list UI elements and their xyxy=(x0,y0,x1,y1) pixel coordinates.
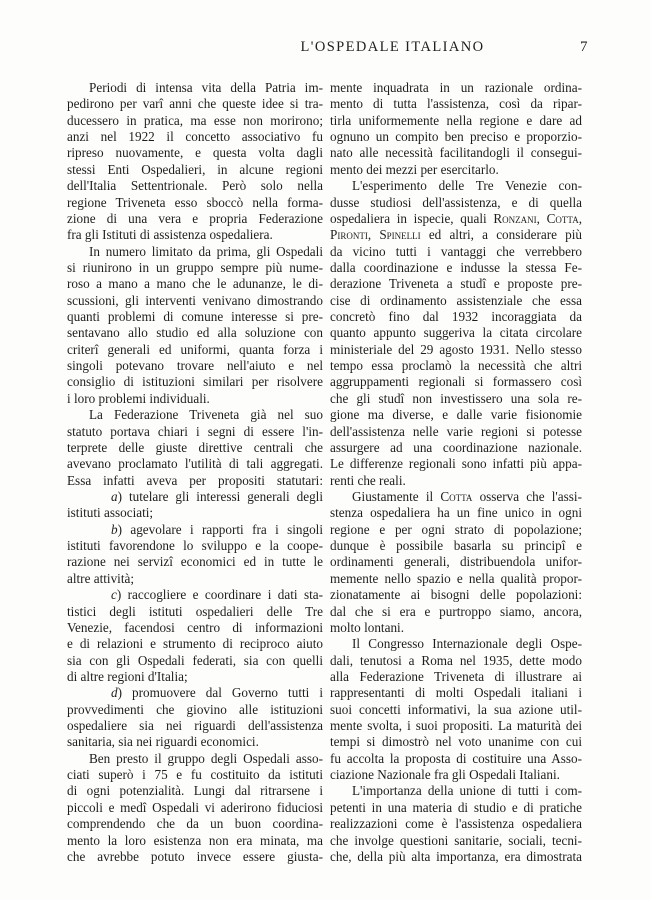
text-line xyxy=(67,342,323,358)
text-line xyxy=(330,129,582,145)
text-line xyxy=(67,407,323,423)
text-line xyxy=(330,800,582,816)
text-line-content: realizzazioni come è l'assistenza ospedaliera xyxy=(330,816,582,832)
text-segment: , xyxy=(536,210,547,226)
text-line-content: quanti problemi di comune interesse si pre- xyxy=(67,309,323,325)
text-line xyxy=(67,178,323,194)
text-line-content xyxy=(330,227,582,243)
text-segment: ) raccogliere e coordinare i dati sta- xyxy=(116,587,323,603)
text-line xyxy=(67,374,323,390)
text-line-content: L'importanza della unione di tutti i com- xyxy=(352,783,582,799)
text-line xyxy=(330,244,582,260)
text-line xyxy=(330,685,582,701)
text-line xyxy=(330,473,582,489)
text-line-content: Venezie, facendosi centro di informazioni xyxy=(67,619,323,635)
text-line-content xyxy=(111,522,323,538)
text-line xyxy=(330,80,582,96)
text-line-content: roso a mano a mano che le adunanze, le di- xyxy=(67,276,323,292)
text-line-content: molto lontani. xyxy=(330,619,404,635)
text-line xyxy=(67,554,323,570)
text-line-content: sentavano allo studio ed alla soluzione con xyxy=(67,325,323,341)
text-line xyxy=(67,293,323,309)
text-line xyxy=(330,734,582,750)
text-line xyxy=(330,342,582,358)
text-line xyxy=(330,145,582,161)
text-segment: ospedaliera in ispecie, quali xyxy=(330,210,494,226)
text-line xyxy=(67,96,323,112)
text-line-content: che involge questioni sanitarie, sociali, tecni- xyxy=(330,832,582,848)
text-line xyxy=(330,358,582,374)
text-line xyxy=(330,162,582,178)
text-line-content: ospedaliere sia nei riguardi dell'assistenza xyxy=(67,718,323,734)
text-line-content: Ben presto il gruppo degli Ospedali asso- xyxy=(89,750,323,766)
text-line xyxy=(67,358,323,374)
text-line xyxy=(67,145,323,161)
text-line-content: L'esperimento delle Tre Venezie con- xyxy=(352,178,582,194)
author-name: Ronzani xyxy=(493,210,537,226)
text-line xyxy=(67,718,323,734)
text-line-content: regione Triveneta esso sboccò nella forma- xyxy=(67,194,323,210)
text-line xyxy=(67,325,323,341)
text-line xyxy=(67,685,323,701)
text-line-content: sia con gli Ospedali federati, sia con quelli xyxy=(67,652,323,668)
text-line-content: nato alle necessità facilitandogli il consegui- xyxy=(330,145,582,161)
text-line xyxy=(67,571,323,587)
text-line-content xyxy=(111,685,323,701)
text-line-content: tistici degli istituti ospedalieri delle Tre xyxy=(67,603,323,619)
text-line-content: zionatamente ai bisogni delle popolazioni: xyxy=(330,587,582,603)
text-line xyxy=(67,276,323,292)
text-line-content: di altre regioni d'Italia; xyxy=(67,668,188,684)
text-line xyxy=(67,440,323,456)
text-line-content: regione e per ogni strato di popolazione; xyxy=(330,521,582,537)
text-segment: ) promuovere dal Governo tutti i xyxy=(117,685,323,701)
text-line xyxy=(67,260,323,276)
text-line-content: petenti in una materia di studio e di pratiche xyxy=(330,799,582,815)
text-line-content: Periodi di intensa vita della Patria im- xyxy=(89,80,323,95)
text-line-content: mente inquadrata in un razionale ordina- xyxy=(330,80,582,95)
text-line-content: pedirono per varî anni che queste idee si tra- xyxy=(67,96,323,112)
text-line xyxy=(67,604,323,620)
text-segment: osserva che l'assi- xyxy=(472,488,582,504)
page-header xyxy=(0,39,651,59)
text-line xyxy=(330,391,582,407)
text-line xyxy=(330,783,582,799)
text-line-content: Essa infatti aveva per propositi statutari: xyxy=(67,472,323,488)
text-line xyxy=(67,702,323,718)
text-line xyxy=(330,440,582,456)
text-column-right xyxy=(330,80,582,865)
text-line xyxy=(330,538,582,554)
text-line-content: Il Congresso Internazionale degli Ospe- xyxy=(352,636,582,652)
text-line-content: criterî generali ed uniformi, quanta forza i xyxy=(67,341,323,357)
text-line-content: razione nei servizî economici ed in tutte le xyxy=(67,554,323,570)
text-line xyxy=(67,538,323,554)
text-line-content: tempi si dimostrò nel voto unanime con cui xyxy=(330,734,582,750)
text-line-content: ripreso nuovamente, e questa volta dagli xyxy=(67,145,323,161)
text-line xyxy=(67,751,323,767)
text-segment: , xyxy=(578,210,582,226)
text-line-content: che avrebbe potuto invece essere giusta- xyxy=(67,848,323,864)
text-line xyxy=(67,816,323,832)
text-column-left xyxy=(67,80,323,865)
text-line xyxy=(330,407,582,423)
text-line xyxy=(67,162,323,178)
text-line xyxy=(330,489,582,505)
text-segment: Giustamente il xyxy=(352,488,441,504)
text-line-content: rappresentanti di molti Ospedali italiani i xyxy=(330,685,582,701)
text-line-content: cise di ordinamento assistenziale che essa xyxy=(330,292,582,308)
text-line xyxy=(330,620,582,636)
text-line xyxy=(330,96,582,112)
text-line-content: dusse studiosi dell'assistenza, e di quella xyxy=(330,194,582,210)
text-line-content: tempo essa proclamò la necessità che altri xyxy=(330,358,582,374)
text-line-content: si riunirono in un gruppo sempre più nume- xyxy=(67,259,323,275)
text-line xyxy=(67,227,323,243)
text-line xyxy=(67,833,323,849)
text-line-content: mento dei mezzi per esercitarlo. xyxy=(330,161,499,177)
text-line xyxy=(330,669,582,685)
text-line-content xyxy=(111,489,323,505)
text-line xyxy=(330,211,582,227)
text-line-content: singoli potevano trovare nell'aiuto e nel xyxy=(67,358,323,374)
text-line-content: gione ma diverse, e dalle varie fisionomie xyxy=(330,407,582,423)
text-line-content: dunque è possibile basarla su principî e xyxy=(330,538,582,554)
text-line xyxy=(330,751,582,767)
text-line xyxy=(67,522,323,538)
text-line-content: La Federazione Triveneta già nel suo xyxy=(89,407,323,423)
text-segment: c xyxy=(111,587,117,603)
text-line xyxy=(67,195,323,211)
text-line-content: zione di una vera e propria Federazione xyxy=(67,210,323,226)
text-line xyxy=(330,849,582,865)
text-line-content xyxy=(352,489,582,505)
text-line xyxy=(67,473,323,489)
text-line xyxy=(330,227,582,243)
text-line xyxy=(67,489,323,505)
text-line xyxy=(330,604,582,620)
text-line-content: sanitaria, sia nei riguardi economici. xyxy=(67,734,259,750)
text-line-content: ciati superò i 75 e fu costituito da istituti xyxy=(67,767,323,783)
text-line xyxy=(67,309,323,325)
text-line xyxy=(67,653,323,669)
text-line xyxy=(330,325,582,341)
text-line-content: avevano proclamato l'utilità di tali aggregati. xyxy=(67,456,323,472)
text-line-content: renti che reali. xyxy=(330,472,406,488)
text-line xyxy=(67,80,323,96)
text-line-content: aggruppamenti regionali si formassero così xyxy=(330,374,582,390)
text-line xyxy=(67,849,323,865)
text-line-content: provvedimenti che giovino alle istituzioni xyxy=(67,701,323,717)
text-line-content: ciazione Nazionale fra gli Ospedali Italiani. xyxy=(330,767,560,783)
text-line-content: Le differenze regionali sono infatti più appa- xyxy=(330,456,582,472)
text-line-content: mente svolta, i suoi propositi. La maturità dei xyxy=(330,718,582,734)
text-line-content: che gli studî non investissero una sola re- xyxy=(330,390,582,406)
text-line xyxy=(67,734,323,750)
text-line-content: stessi Enti Ospedalieri, in alcune regioni xyxy=(67,161,323,177)
text-segment: b xyxy=(111,521,118,537)
text-line xyxy=(330,767,582,783)
text-line xyxy=(67,113,323,129)
text-line xyxy=(330,636,582,652)
text-line xyxy=(330,571,582,587)
text-line xyxy=(330,374,582,390)
text-line-content: fu accolta la proposta di costituire una Asso- xyxy=(330,750,582,766)
text-line-content: i loro problemi individuali. xyxy=(67,390,210,406)
text-line-content: tirla uniformemente nella regione e dare ad xyxy=(330,112,582,128)
text-line xyxy=(67,456,323,472)
text-line-content: altre attività; xyxy=(67,570,135,586)
text-line-content: assurgere ad una coordinazione nazionale. xyxy=(330,439,582,455)
text-line-content: concretò fino dal 1932 incoraggiata da xyxy=(330,309,582,325)
author-name: Pironti xyxy=(330,227,368,243)
text-line-content: piccoli e medî Ospedali vi aderirono fiduciosi xyxy=(67,799,323,815)
text-segment: ) agevolare i rapporti fra i singoli xyxy=(117,521,323,537)
text-line xyxy=(67,129,323,145)
text-line xyxy=(330,816,582,832)
text-line xyxy=(330,505,582,521)
page-number: 7 xyxy=(580,39,588,55)
text-line-content: ministeriale del 29 agosto 1931. Nello stesso xyxy=(330,341,582,357)
text-line-content: quanto appunto suggeriva la citata circolare xyxy=(330,325,582,341)
text-line-content: da vicino tutti i vantaggi che verrebbero xyxy=(330,243,582,259)
text-segment: a xyxy=(111,488,118,504)
text-line xyxy=(67,636,323,652)
text-line-content: fra gli Istituti di assistenza ospedaliera. xyxy=(67,227,273,243)
text-line-content: derazione Triveneta a studî e proposte pre- xyxy=(330,276,582,292)
text-line xyxy=(330,260,582,276)
text-line-content: dell'assistenza nelle varie regioni si potesse xyxy=(330,423,582,439)
text-line xyxy=(330,554,582,570)
text-line xyxy=(330,653,582,669)
text-line xyxy=(67,391,323,407)
text-line-content xyxy=(330,211,582,227)
text-segment: d xyxy=(111,685,118,701)
text-line xyxy=(330,195,582,211)
text-line-content: consiglio di istituzioni similari per risolvere xyxy=(67,374,323,390)
text-line xyxy=(67,424,323,440)
text-line-content: di ogni potenzialità. Lungi dal ritrarsene i xyxy=(67,783,323,799)
text-line xyxy=(330,309,582,325)
text-line xyxy=(67,620,323,636)
text-segment: ed altri, a considerare più xyxy=(420,227,582,243)
text-line-content: stenza ospedaliera ha un fine unico in ogni xyxy=(330,505,582,521)
text-line-content: dal che si era e purtroppo siamo, ancora, xyxy=(330,603,582,619)
text-line-content: comprendendo che da un buon coordina- xyxy=(67,816,323,832)
text-line-content xyxy=(111,587,323,603)
text-line-content: alla Federazione Triveneta di illustrare ai xyxy=(330,668,582,684)
text-line-content: scussioni, gli interventi venivano dimostrando xyxy=(67,292,323,308)
author-name: Cotta xyxy=(546,210,579,226)
text-line-content: statuto portava chiari i segni di essere l'in- xyxy=(67,423,323,439)
text-line xyxy=(67,783,323,799)
text-line-content: mento la loro esistenza non era minata, ma xyxy=(67,832,323,848)
text-line xyxy=(67,505,323,521)
text-line xyxy=(330,456,582,472)
text-line-content: anzi nel 1922 il concetto associativo fu xyxy=(67,129,323,145)
author-name: Cotta xyxy=(440,488,473,504)
text-line-content: che, della più alta importanza, era dimostrata xyxy=(330,848,582,864)
text-line xyxy=(67,211,323,227)
text-line-content: dalla coordinazione e indusse la stessa Fe- xyxy=(330,259,582,275)
text-segment: ) tutelare gli interessi generali degli xyxy=(117,488,323,504)
text-line xyxy=(67,587,323,603)
text-line-content: dell'Italia Settentrionale. Però solo nella xyxy=(67,178,323,194)
text-line xyxy=(67,767,323,783)
text-line xyxy=(330,702,582,718)
text-line xyxy=(330,718,582,734)
text-line xyxy=(330,178,582,194)
text-line-content: istituti favorendone lo sviluppo e la coope- xyxy=(67,538,323,554)
text-line-content: e di relazioni e strumento di reciproco aiuto xyxy=(67,636,323,652)
text-line xyxy=(330,587,582,603)
text-line-content: ducessero in pratica, ma esse non morirono; xyxy=(67,112,323,128)
text-line-content: dali, tenutosi a Roma nel 1935, dette modo xyxy=(330,652,582,668)
text-line xyxy=(330,276,582,292)
text-line xyxy=(330,293,582,309)
text-line-content: suoi concetti informativi, la sua azione util- xyxy=(330,701,582,717)
text-line-content: memente nello spazio e nella qualità propor- xyxy=(330,570,582,586)
text-line xyxy=(330,833,582,849)
text-line xyxy=(67,244,323,260)
text-line xyxy=(67,669,323,685)
text-line xyxy=(330,522,582,538)
text-line-content: In numero limitato da prima, gli Ospedali xyxy=(89,243,323,259)
text-line-content: istituti associati; xyxy=(67,505,154,521)
text-line-content: mento di tutta l'assistenza, così da ripar- xyxy=(330,96,582,112)
text-line-content: ognuno un compito ben preciso e proporzio- xyxy=(330,129,582,145)
text-line-content: ordinamenti generali, distribuendola unifor- xyxy=(330,554,582,570)
text-segment: , xyxy=(367,227,380,243)
text-line xyxy=(67,800,323,816)
author-name: Spinelli xyxy=(379,227,421,243)
running-title: L'OSPEDALE ITALIANO xyxy=(300,39,485,55)
text-line xyxy=(330,424,582,440)
text-line xyxy=(330,113,582,129)
text-line-content: terprete delle giuste direttive centrali che xyxy=(67,439,323,455)
